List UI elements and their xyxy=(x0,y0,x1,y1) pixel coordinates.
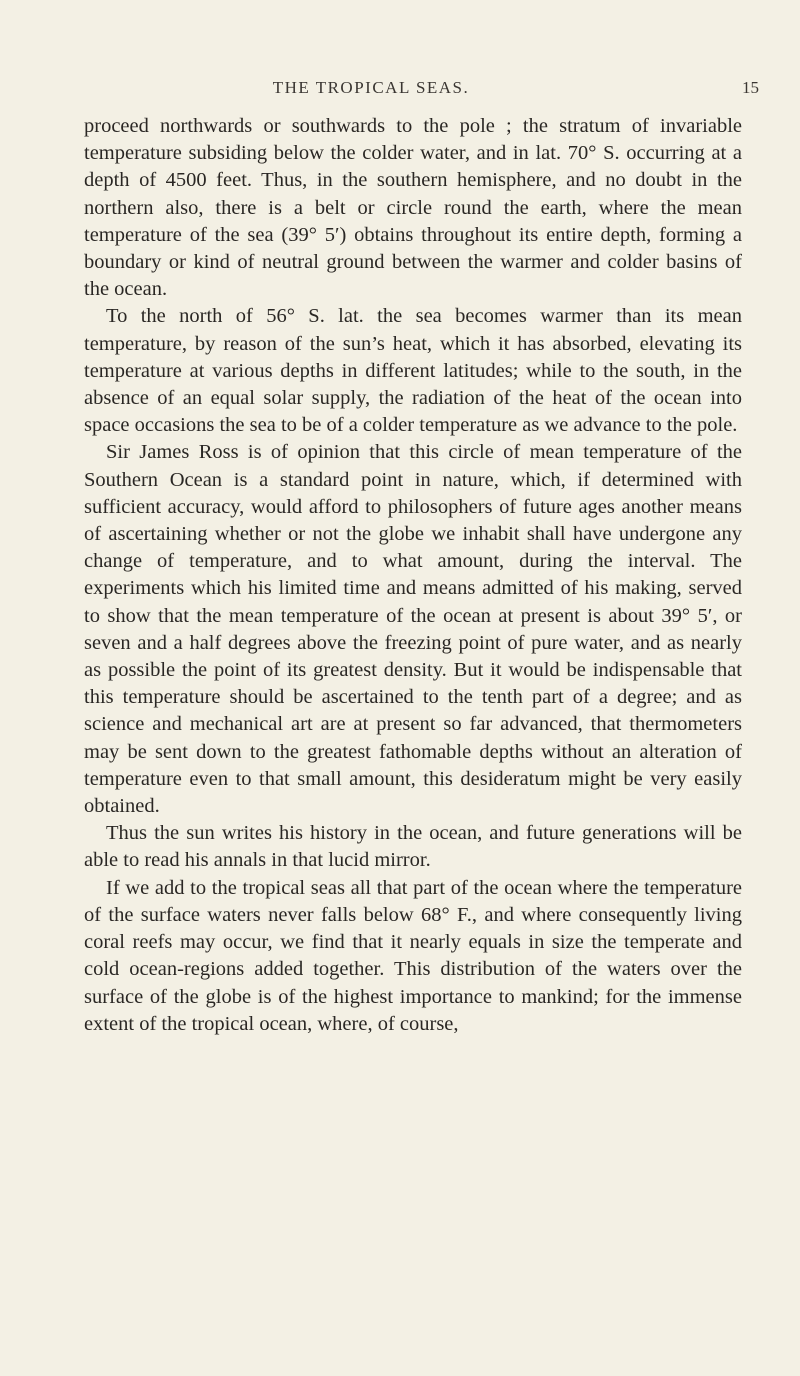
paragraph-continuation: proceed northwards or southwards to the pole ; the stratum of invariable temperature subsiding below the colder water, and in lat. 70° S. occurring at a depth of 4500 feet. Thus, in the southern hemisphere, and no doubt in the northern also, there is a belt or circle round the earth, where the mean temperature of the sea (39° 5′) obtains throughout its entire depth, forming a boundary or kind of neutral ground between the warmer and colder basins of the ocean. xyxy=(84,115,742,301)
running-head xyxy=(0,78,800,102)
paragraph-north-of-56: To the north of 56° S. lat. the sea becomes warmer than its mean temperature, by reason of the sun’s heat, which it has absorbed, elevating its temperature at various depths in different latitudes; while to the south, in the absence of an equal solar supply, the radiation of the heat of the ocean into space occasions the sea to be of a colder temperature as we advance to the pole. xyxy=(84,305,742,437)
paragraph-tropical-seas: If we add to the tropical seas all that part of the ocean where the temperature of the surface waters never falls below 68° F., and where consequently living coral reefs may occur, we find that it nearly equals in size the temperate and cold ocean-regions added together. This distribution of the waters over the surface of the globe is of the highest importance to mankind; for the immense extent of the tropical ocean, where, of course, xyxy=(84,876,742,1035)
running-title: THE TROPICAL SEAS. xyxy=(272,78,470,97)
body-text xyxy=(84,113,742,1038)
paragraph-sir-james-ross: Sir James Ross is of opinion that this circle of mean temperature of the Southern Ocean is a standard point in nature, which, if determined with sufficient accuracy, would afford to philosophers of future ages another means of ascertaining whether or not the globe we inhabit shall have undergone any change of temperature, and to what amount, during the interval. The experiments which his limited time and means admitted of his making, served to show that the mean temperature of the ocean at present is about 39° 5′, or seven and a half degrees above the freezing point of pure water, and as nearly as possible the point of its greatest density. But it would be indispensable that this temperature should be ascertained to the tenth part of a degree; and as science and mechanical art are at present so far advanced, that thermometers may be sent down to the greatest fathomable depths without an alteration of temperature even to that small amount, this desideratum might be very easily obtained. xyxy=(84,441,742,818)
paragraph-sun-history: Thus the sun writes his history in the ocean, and future generations will be able to read his annals in that lucid mirror. xyxy=(84,822,742,872)
page-number: 15 xyxy=(742,78,759,97)
